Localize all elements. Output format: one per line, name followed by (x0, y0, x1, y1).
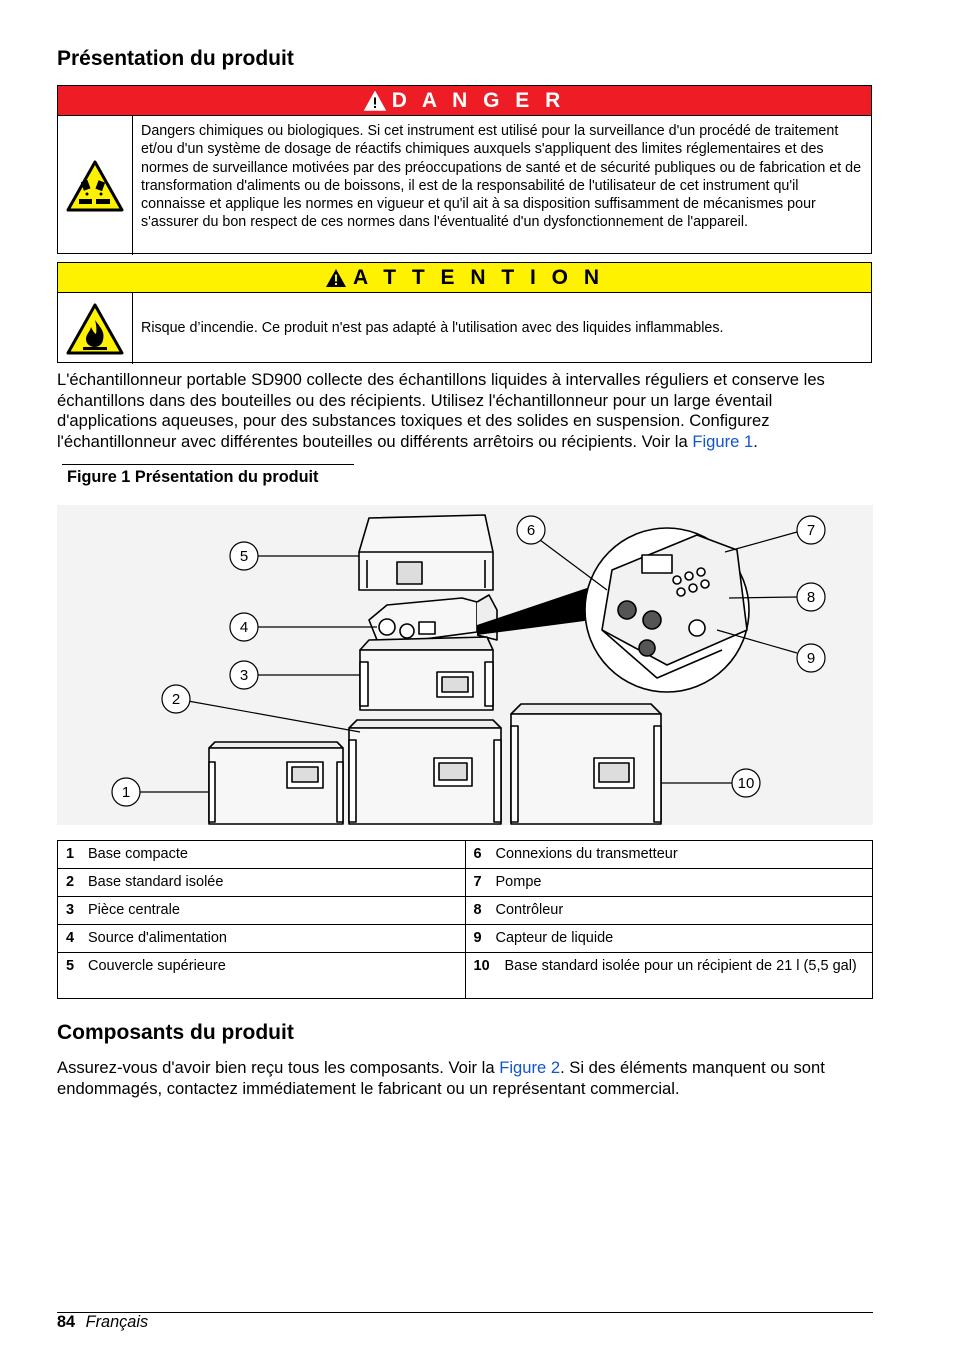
callout-1 (112, 778, 140, 806)
danger-text: Dangers chimiques ou biologiques. Si cet instrument est utilisé pour la surveillance d'un procédé de traitement et/ou d'un système de dosage de réactifs chimiques auxquels s'appliquent des limites réglementaires et des normes de surveillance motivées par des préoccupations de santé et de sécurité publiques ou de fabrication et de transformation d'aliments ou de boissons, il est de la responsabilité de l'utilisateur de cet instrument qu'il connaisse et applique les normes en vigueur et qu'il ait à sa disposition suffisamment de mécanismes pour s'assurer du bon respect de ces normes dans l'éventualité d'un dysfonctionnement de l'appareil. (141, 123, 862, 231)
table-row (58, 897, 873, 925)
danger-header (58, 86, 871, 116)
table-row (58, 841, 873, 869)
caption-rule (62, 464, 354, 465)
attention-header (58, 263, 871, 293)
legend-cell: 8 Contrôleur (465, 897, 873, 925)
callout-2 (162, 685, 190, 713)
figure-2-link[interactable]: Figure 2 (499, 1058, 561, 1077)
table-row (58, 869, 873, 897)
svg-text:2: 2 (171, 691, 181, 708)
warning-triangle-icon (364, 91, 386, 111)
section-title-components: Composants du produit (57, 1021, 294, 1044)
figure-legend-table (57, 840, 873, 999)
callout-4 (230, 613, 258, 641)
callout-5 (230, 542, 258, 570)
table-row (58, 953, 873, 999)
svg-text:1: 1 (121, 784, 131, 801)
svg-text:4: 4 (239, 619, 249, 636)
danger-label: D A N G E R (391, 88, 566, 112)
corrosive-hazard-icon (58, 116, 133, 255)
svg-text:7: 7 (806, 522, 816, 539)
legend-cell: 6 Connexions du transmetteur (465, 841, 873, 869)
callout-7 (797, 516, 825, 544)
svg-text:6: 6 (526, 522, 536, 539)
legend-cell: 2 Base standard isolée (58, 869, 466, 897)
figure-1-link[interactable]: Figure 1 (692, 431, 754, 451)
legend-cell: 10 Base standard isolée pour un récipient de 21 l (5,5 gal) (465, 953, 873, 999)
intro-paragraph: L'échantillonneur portable SD900 collecte des échantillons liquides à intervalles réguliers et conserve les échantillons dans des bouteilles ou des récipients. Utilisez l'échantillonneur pour un large éventail d'applications aqueuses, pour des substances toxiques et des solides en suspension. Configurez l'échantillonneur avec différentes bouteilles ou différents arrêtoirs ou récipients. Voir la Figure 1. (57, 370, 825, 451)
callout-8 (797, 583, 825, 611)
legend-cell: 4 Source d'alimentation (58, 925, 466, 953)
section-title: Présentation du produit (57, 47, 294, 70)
svg-text:3: 3 (239, 667, 249, 684)
legend-cell: 5 Couvercle supérieure (58, 953, 466, 999)
legend-cell: 9 Capteur de liquide (465, 925, 873, 953)
footer-language: Français (85, 1313, 149, 1331)
warning-triangle-icon (325, 268, 347, 288)
callout-9 (797, 644, 825, 672)
svg-text:5: 5 (239, 548, 249, 565)
figure-caption: Figure 1 Présentation du produit (67, 468, 319, 486)
attention-label: A T T E N T I O N (352, 265, 605, 289)
attention-text: Risque d’incendie. Ce produit n'est pas adapté à l'utilisation avec des liquides inflammables. (141, 320, 724, 337)
page-footer (57, 1313, 148, 1332)
svg-text:8: 8 (806, 589, 816, 606)
attention-box (57, 262, 872, 363)
callout-10 (732, 769, 760, 797)
svg-text:10: 10 (737, 775, 755, 792)
legend-cell: 3 Pièce centrale (58, 897, 466, 925)
flammable-hazard-icon (58, 293, 133, 364)
danger-box (57, 85, 872, 254)
legend-cell: 7 Pompe (465, 869, 873, 897)
components-paragraph: Assurez-vous d'avoir bien reçu tous les composants. Voir la Figure 2. Si des éléments manquent ou sont endommagés, contactez immédiatement le fabricant ou un représentant commercial. (57, 1058, 825, 1098)
page-number: 84 (57, 1313, 76, 1331)
legend-cell: 1 Base compacte (58, 841, 466, 869)
footer-rule (57, 1312, 873, 1313)
table-row (58, 925, 873, 953)
svg-text:9: 9 (806, 650, 816, 667)
callout-3 (230, 661, 258, 689)
callout-6 (517, 516, 545, 544)
product-overview-figure (57, 500, 873, 830)
